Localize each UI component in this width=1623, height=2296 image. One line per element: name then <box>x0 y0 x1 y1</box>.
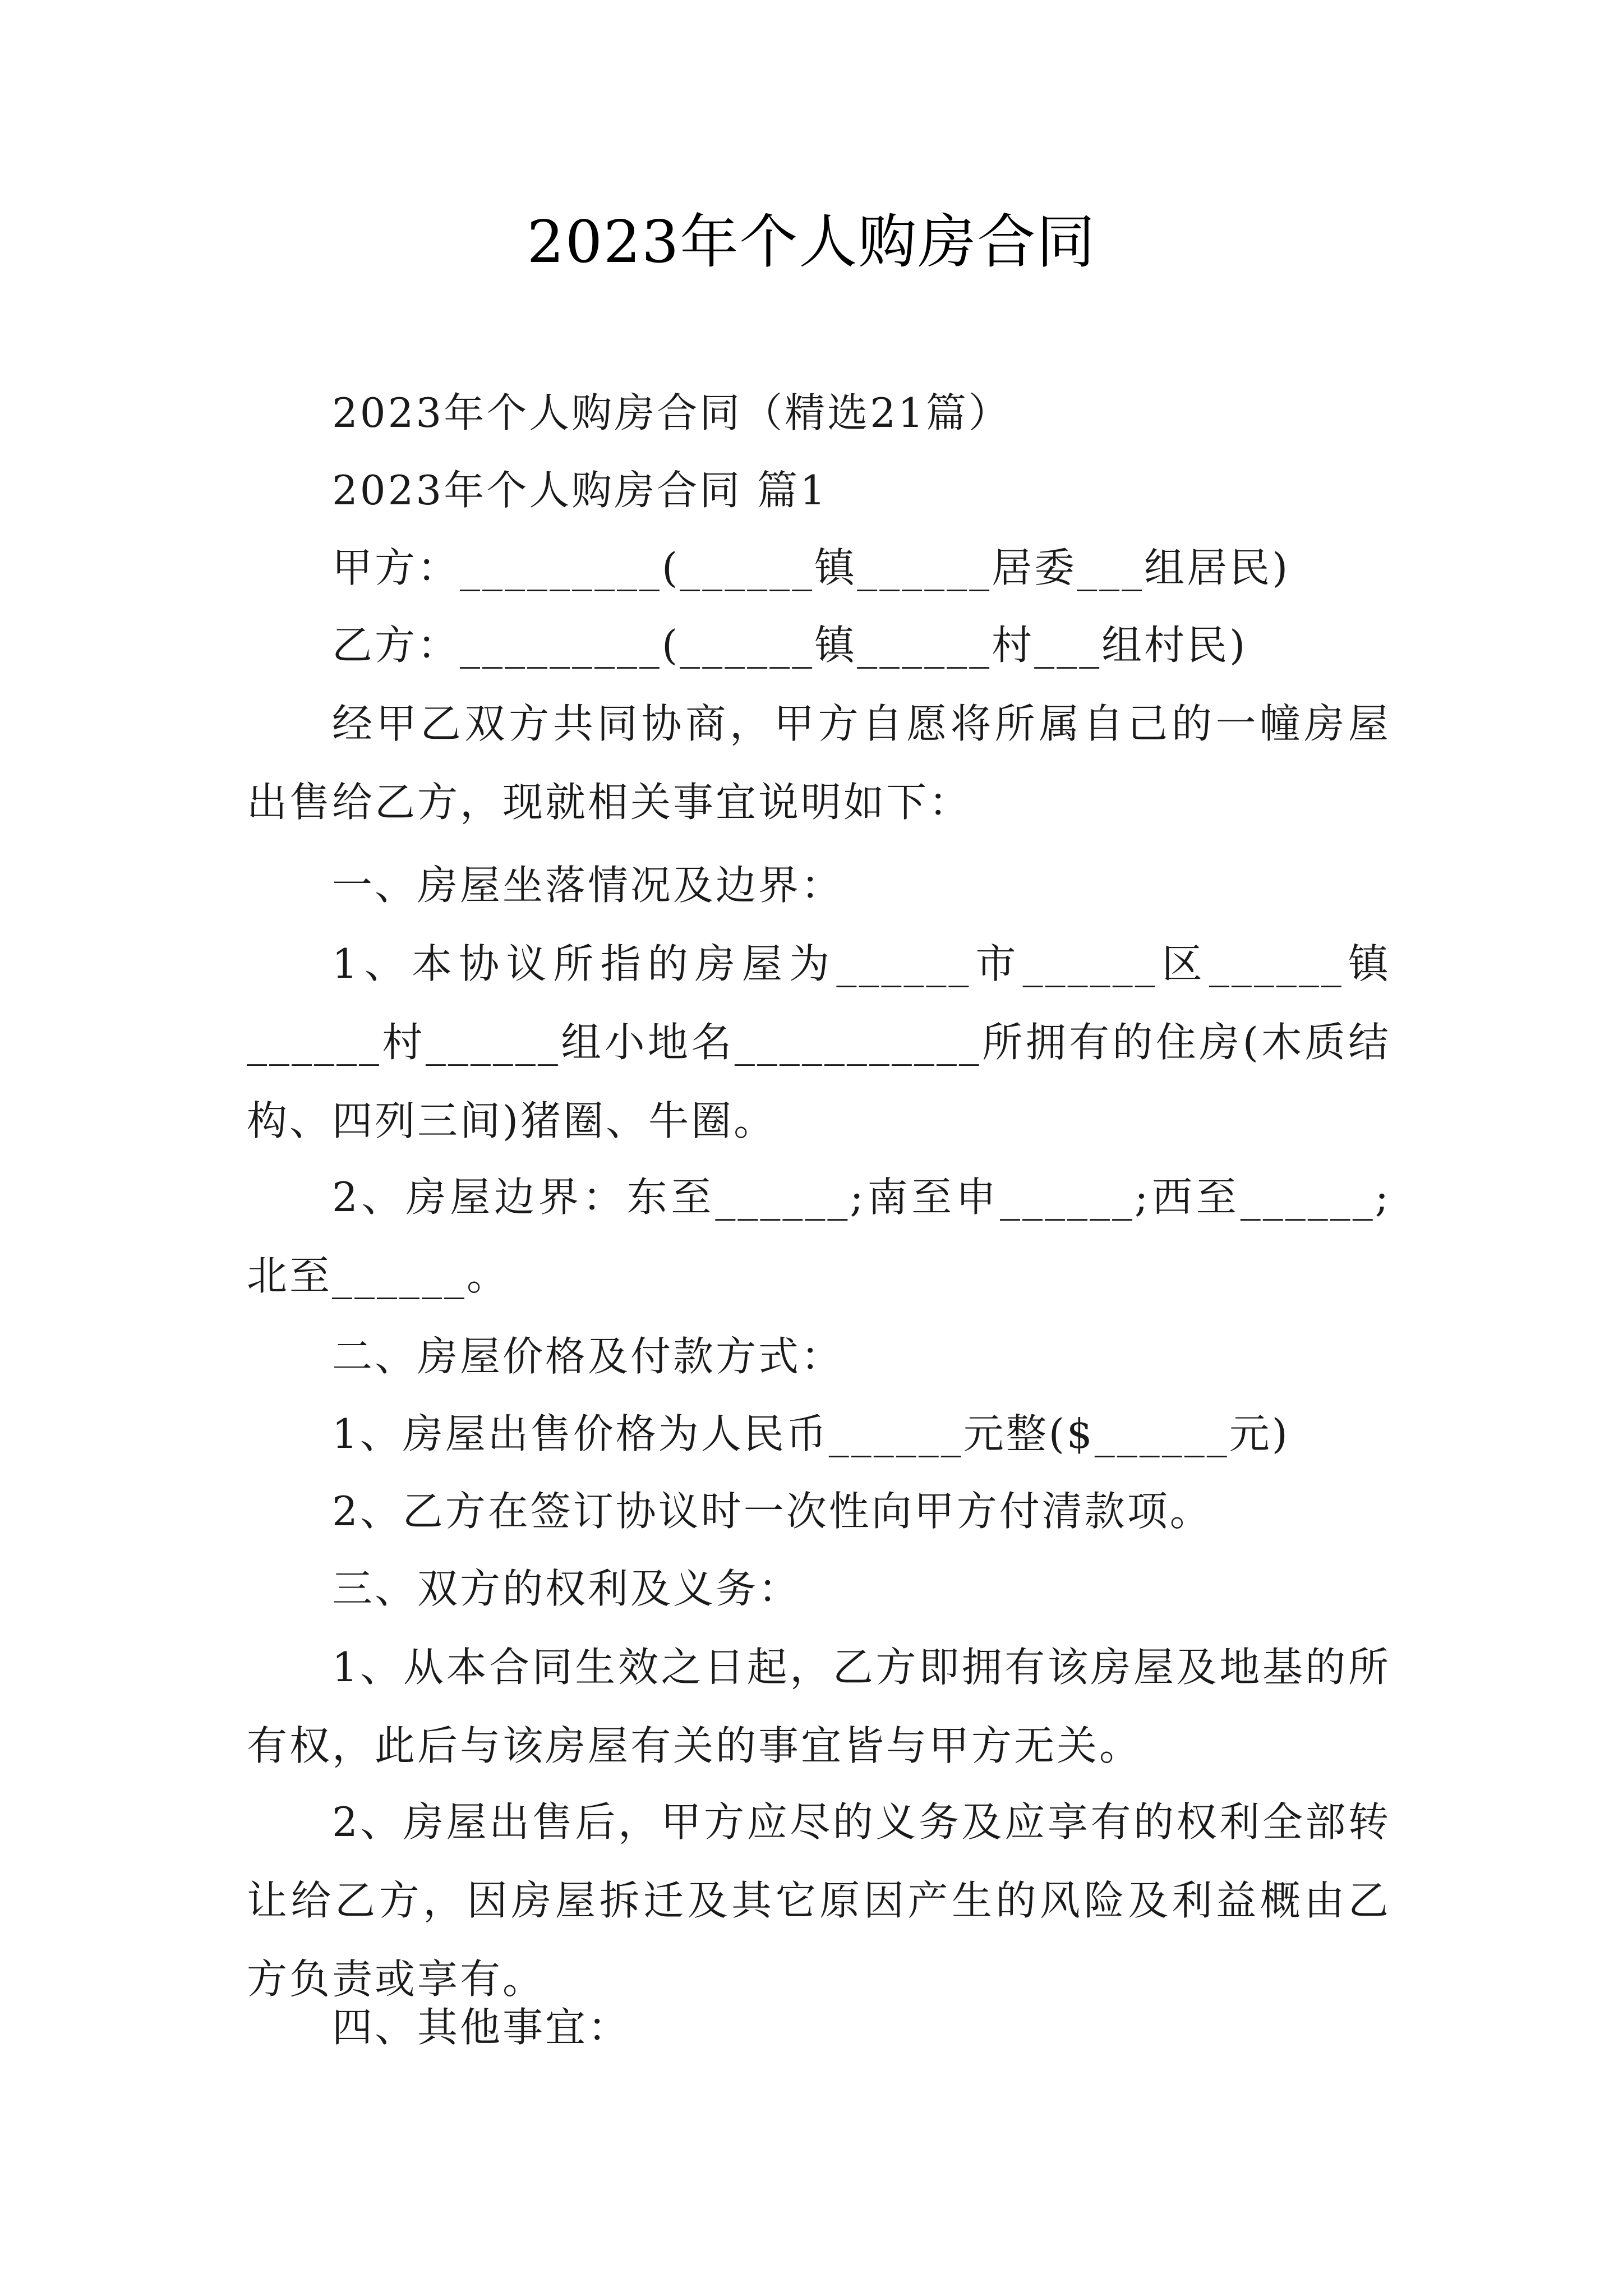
party-b-line: 乙方：_________(______镇______村___组村民) <box>332 622 1248 669</box>
section-heading: 2023年个人购房合同 篇1 <box>332 467 828 514</box>
intro-paragraph: 经甲乙双方共同协商，甲方自愿将所属自己的一幢房屋出售给乙方，现就相关事宜说明如下： <box>247 700 1391 826</box>
section-1-item-1: 1、本协议所指的房屋为______市______区______镇______村______组小地名___________所拥有的住房(木质结构、四列三间)猪圈、牛圈。 <box>247 940 1391 1144</box>
section-2-item-2: 2、乙方在签订协议时一次性向甲方付清款项。 <box>332 1488 1212 1535</box>
section-1-title: 一、房屋坐落情况及边界： <box>332 862 844 909</box>
section-3-item-2: 2、房屋出售后，甲方应尽的义务及应享有的权利全部转让给乙方，因房屋拆迁及其它原因产生的风险及利益概由乙方负责或享有。 <box>247 1798 1391 2003</box>
document-subtitle: 2023年个人购房合同（精选21篇） <box>332 389 1011 436</box>
section-1-item-2: 2、房屋边界：东至______;南至申______;西至______;北至______。 <box>247 1174 1391 1299</box>
section-2-item-1: 1、房屋出售价格为人民币______元整($______元) <box>332 1410 1290 1457</box>
section-3-item-1: 1、从本合同生效之日起，乙方即拥有该房屋及地基的所有权，此后与该房屋有关的事宜皆与甲方无关。 <box>247 1644 1391 1769</box>
party-a-line: 甲方：_________(______镇______居委___组居民) <box>332 544 1290 591</box>
document-title: 2023年个人购房合同 <box>527 208 1096 276</box>
section-4-title: 四、其他事宜： <box>332 2004 631 2051</box>
section-2-title: 二、房屋价格及付款方式： <box>332 1333 844 1380</box>
section-3-title: 三、双方的权利及义务： <box>332 1565 801 1612</box>
